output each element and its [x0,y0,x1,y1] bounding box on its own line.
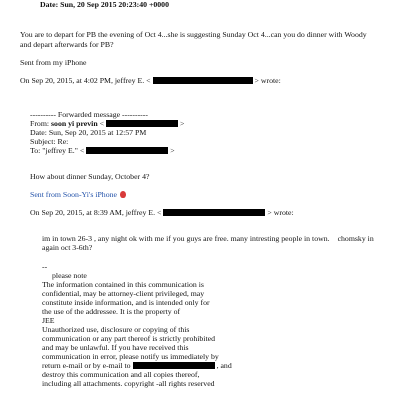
disclaimer-line: Unauthorized use, disclosure or copying of this [42,325,190,334]
reply-line-1: How about dinner Sunday, October 4? [30,172,150,181]
on-sep-quote-2-text: On Sep 20, 2015, at 8:39 AM, jeffrey E. < [30,208,162,217]
signature-dashes: -- [42,262,48,271]
forwarded-to [30,146,175,155]
on-sep-quote-1-end: > wrote: [254,76,281,85]
forwarded-divider: ---------- Forwarded message ---------- [30,110,148,119]
disclaimer-line: including all attachments. copyright -all rights reserved [42,379,215,388]
inner-line-1-text: im in town 26-3 , any night ok with me if you guys are free. many intresting people in town. [42,234,330,243]
forwarded-from [30,119,184,128]
to-text: To: "jeffrey E." < [30,146,85,155]
disclaimer-line: confidential, may be attorney-client privileged, may [42,289,205,298]
disclaimer-line: The information contained in this communication is [42,280,204,289]
on-sep-quote-1 [20,76,281,85]
redaction-bar [86,147,168,154]
inner-line-1-end: chomsky in [337,234,374,243]
disclaimer-line: and may be unlawful. If you have received this [42,343,189,352]
on-sep-quote-2 [30,208,294,217]
disclaimer-line: constitute inside information, and is intended only for [42,298,210,307]
from-label: From: [30,119,50,128]
from-name: soon yi previn [51,119,98,128]
from-close: > [180,119,185,128]
redaction-bar [163,209,265,216]
sent-from-soon-yi-text: Sent from Soon-Yi's iPhone [30,190,117,199]
to-close: > [170,146,175,155]
inner-line-2: again oct 3-6th? [42,243,93,252]
on-sep-quote-2-end: > wrote: [267,208,294,217]
disclaimer-line: communication or any part thereof is strictly prohibited [42,334,216,343]
inner-line-1 [42,234,374,243]
forwarded-subject: Subject: Re: [30,137,69,146]
redaction-bar [153,77,253,84]
on-sep-quote-1-text: On Sep 20, 2015, at 4:02 PM, jeffrey E. < [20,76,151,85]
disclaimer-line: JEE [42,316,55,325]
date-header: Date: Sun, 20 Sep 2015 20:23:40 +0000 [40,0,169,9]
body-line-1: You are to depart for PB the evening of Oct 4...she is suggesting Sunday Oct 4...can you do dinner with Woody [20,30,367,39]
disclaimer-line: the use of the addressee. It is the property of [42,307,181,316]
forwarded-date: Date: Sun, Sep 20, 2015 at 12:57 PM [30,128,147,137]
body-line-2: and depart afterwards for PB? [20,40,114,49]
sent-from-soon-yi [30,190,126,199]
disclaimer-line [42,361,232,370]
redaction-bar [133,362,215,369]
balloon-emoji-icon [120,191,126,198]
disclaimer-line-text: return e-mail or by e-mail to [42,361,131,370]
redaction-bar [106,120,178,127]
disclaimer-line: communication in error, please notify us immediately by [42,352,219,361]
from-open: < [99,119,105,128]
sent-from-iphone: Sent from my iPhone [20,58,87,67]
disclaimer-line-end: , and [216,361,232,370]
please-note: please note [52,271,87,280]
disclaimer-line: destroy this communication and all copies thereof, [42,370,200,379]
